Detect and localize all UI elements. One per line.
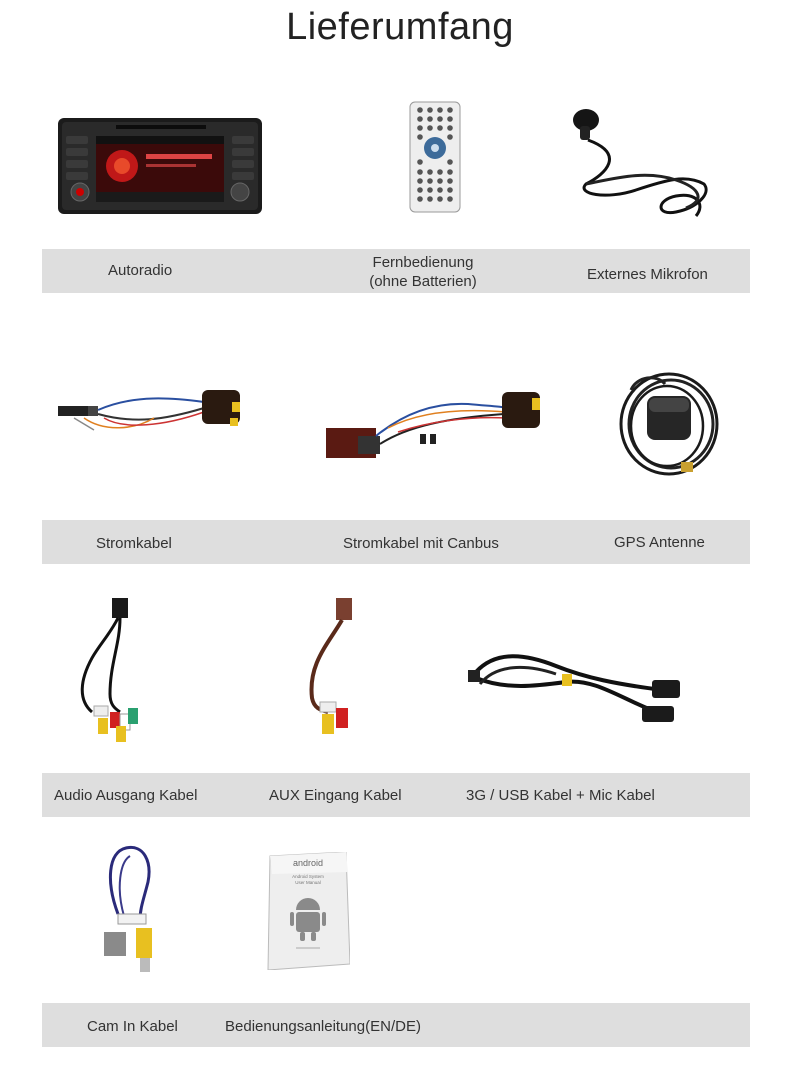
manual-line1-text: Android System	[292, 874, 324, 879]
item-label-autoradio: Autoradio	[108, 262, 173, 279]
item-label-mikrofon: Externes Mikrofon	[587, 266, 708, 283]
item-label-stromkabel-canbus: Stromkabel mit Canbus	[343, 535, 499, 552]
item-label-stromkabel: Stromkabel	[96, 535, 172, 552]
car-radio-image	[56, 116, 264, 216]
audio-out-cable-image	[70, 594, 152, 754]
item-label-gps-antenne: GPS Antenne	[614, 534, 705, 551]
item-label-fernbedienung	[340, 253, 506, 291]
item-label-cam-in: Cam In Kabel	[87, 1018, 178, 1035]
item-label-audio-ausgang: Audio Ausgang Kabel	[54, 787, 198, 804]
usb-mic-cable-image	[466, 644, 688, 726]
item-label-fernbedienung-line1: Fernbedienung	[372, 254, 474, 271]
page-title: Lieferumfang	[286, 6, 514, 48]
manual-image	[266, 852, 350, 970]
item-label-aux-eingang: AUX Eingang Kabel	[269, 787, 402, 804]
item-label-fernbedienung-line2: (ohne Batterien)	[369, 273, 477, 290]
item-label-bedienungsanleitung: Bedienungsanleitung(EN/DE)	[225, 1018, 421, 1035]
microphone-image	[566, 104, 714, 222]
gps-antenna-image	[617, 366, 721, 480]
camera-cable-image	[96, 842, 168, 976]
power-cable-image	[44, 384, 254, 440]
remote-control-image	[408, 100, 462, 214]
manual-brand-text: android	[292, 858, 324, 868]
manual-line2-text: User Manual	[295, 880, 321, 885]
item-label-usb-mic-kabel: 3G / USB Kabel + Mic Kabel	[466, 787, 655, 804]
canbus-cable-image	[318, 382, 548, 464]
aux-in-cable-image	[298, 594, 364, 746]
